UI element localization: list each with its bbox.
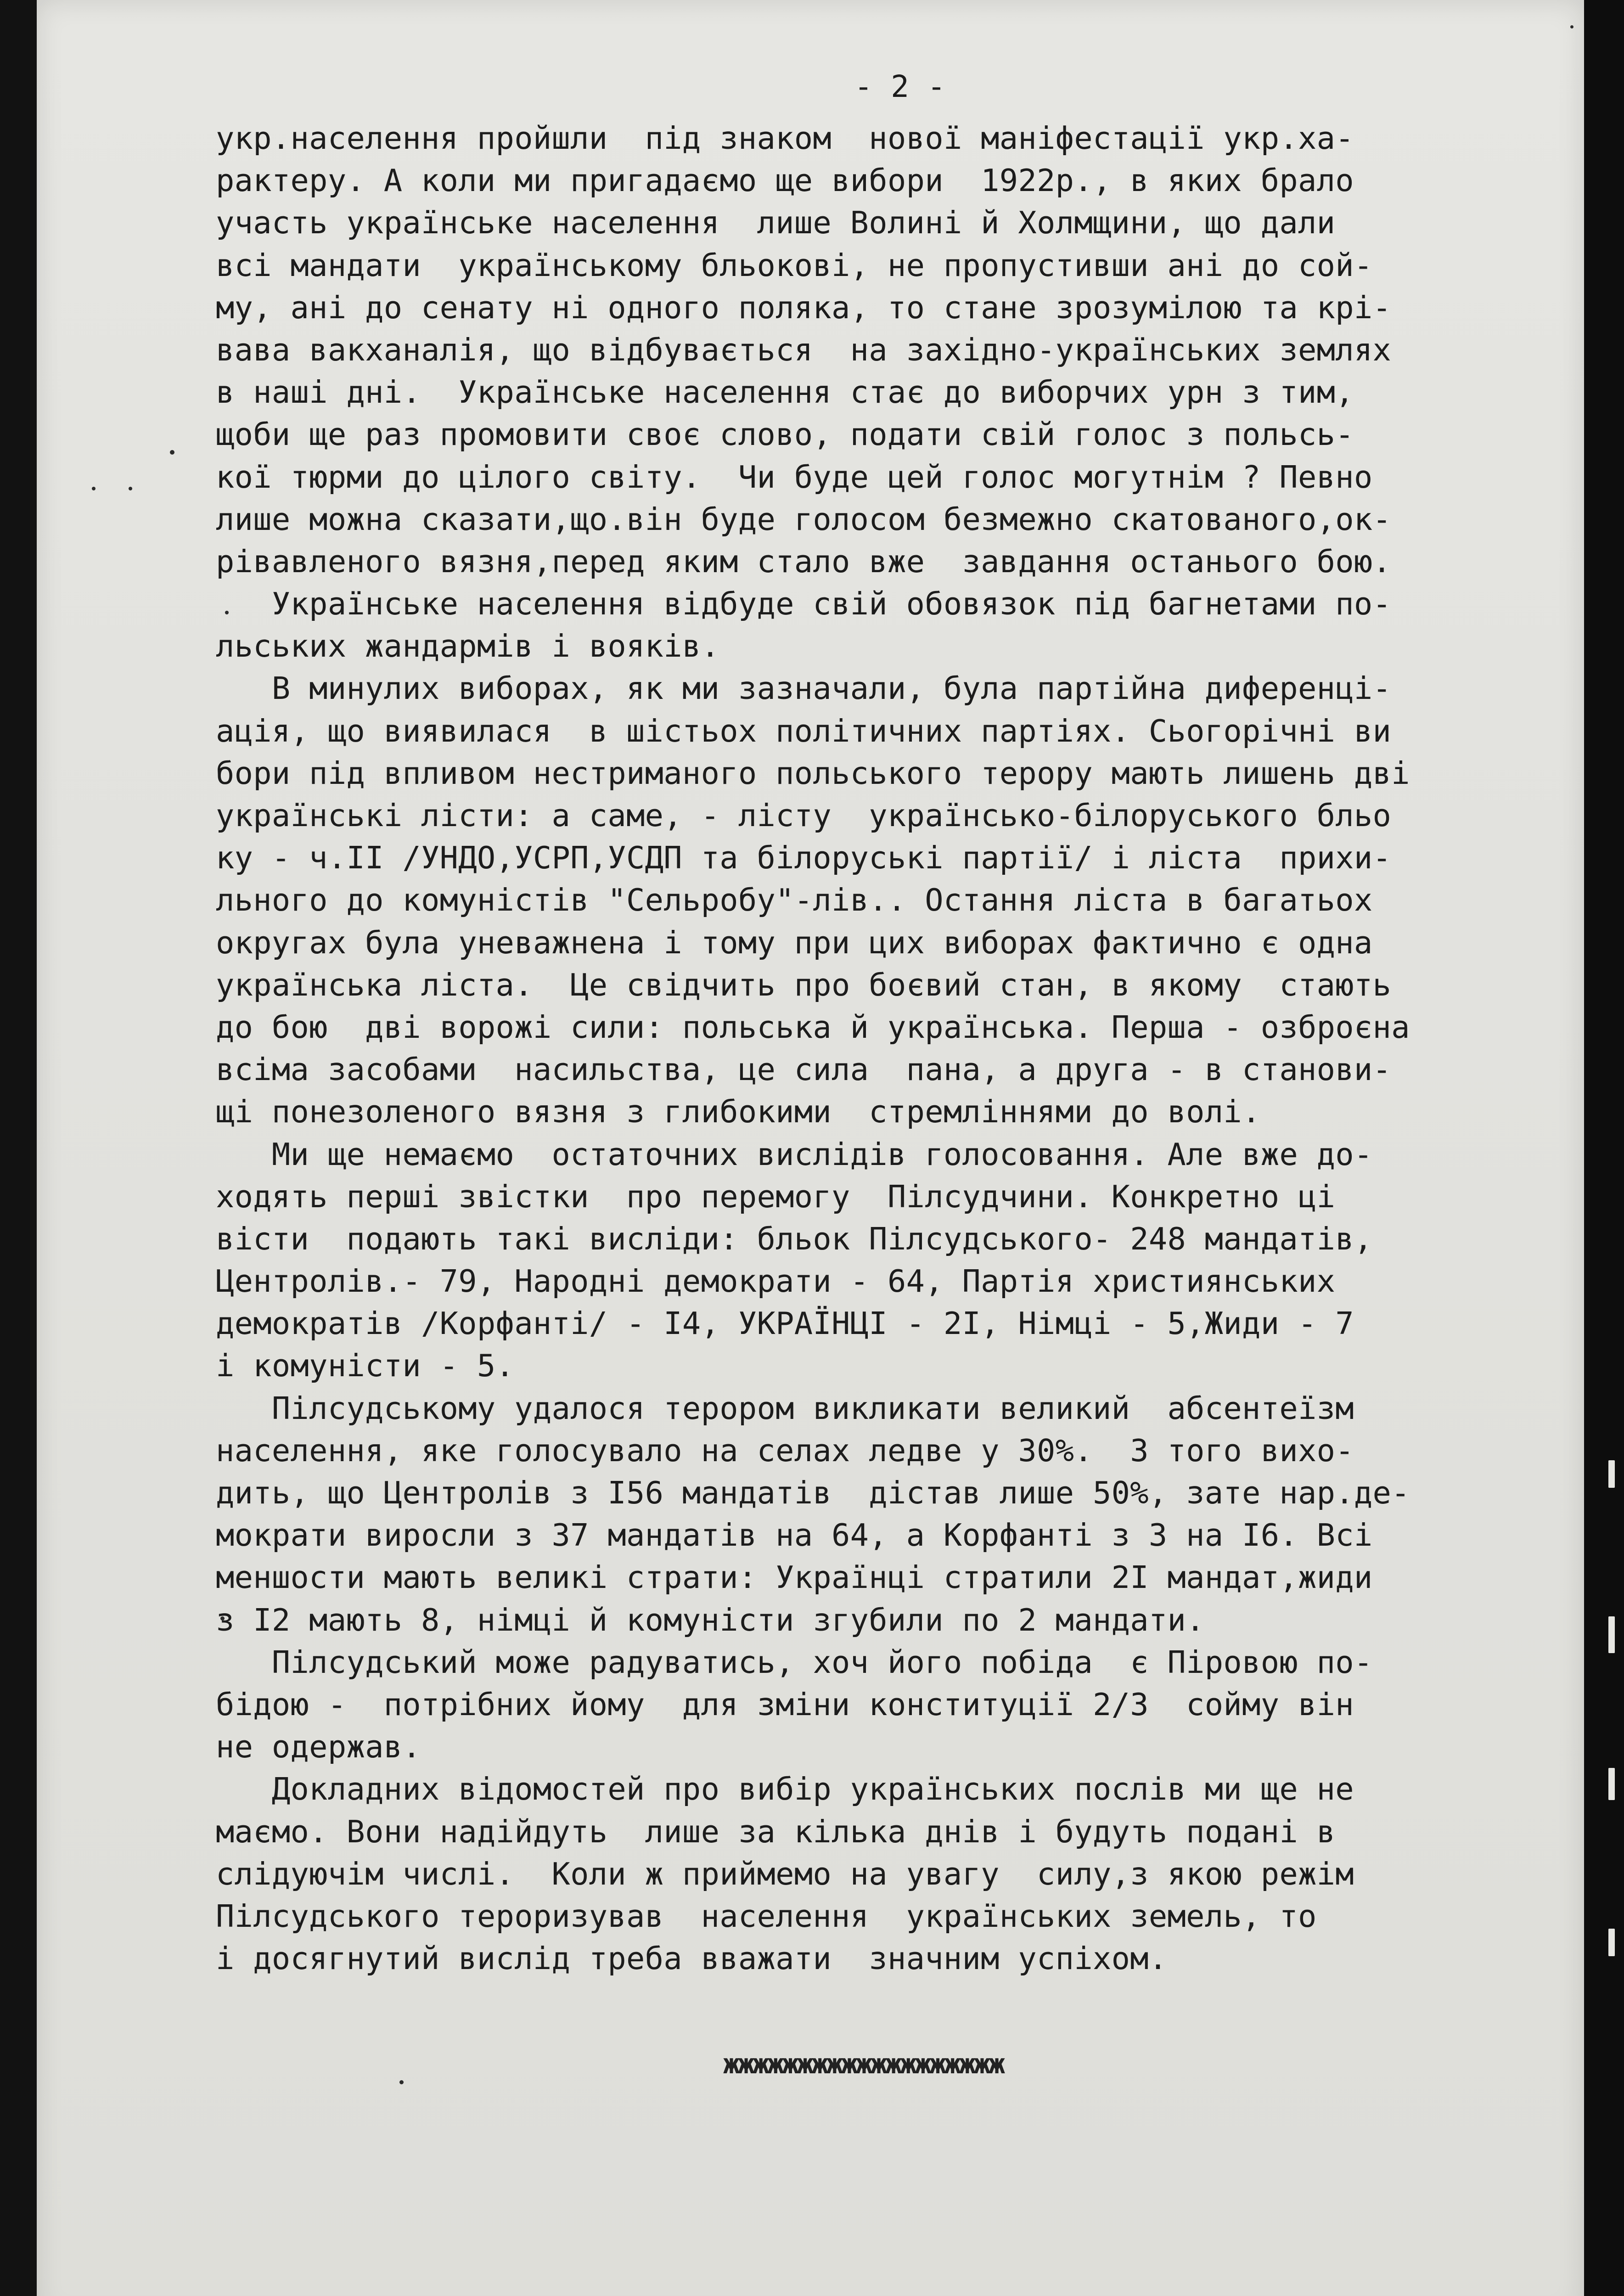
ink-speck xyxy=(170,450,174,455)
text-line: укр.населення пройшли під знаком нової маніфестації укр.ха- xyxy=(216,120,1354,156)
text-line: ація, що виявилася в шістьох політичних партіях. Сьогорічні ви xyxy=(216,713,1392,749)
text-line: до бою дві ворожі сили: польська й українська. Перша - озброєна xyxy=(216,1009,1410,1045)
text-line: рактеру. А коли ми пригадаємо ще вибори 1922р., в яких брало xyxy=(216,163,1354,199)
typed-text-body xyxy=(216,117,1579,1980)
text-line: льного до комуністів "Сельробу"-лів.. Остання ліста в багатьох xyxy=(216,882,1373,918)
text-line: му, ані до сенату ні одного поляка, то стане зрозумілою та крі- xyxy=(216,289,1392,326)
text-line: лише можна сказати,що.він буде голосом безмежно скатованого,ок- xyxy=(216,501,1392,537)
text-line: не одержав. xyxy=(216,1729,421,1765)
text-line: слідуючім числі. Коли ж приймемо на увагу силу,з якою режім xyxy=(216,1856,1354,1892)
text-line: бори під впливом нестриманого польського терору мають лишень дві xyxy=(216,755,1410,791)
text-line: Пілсудський може радуватись, хоч його побіда є Піровою по- xyxy=(216,1644,1373,1680)
text-line: щі понезоленого вязня з глибокими стремліннями до волі. xyxy=(216,1094,1261,1130)
edge-mark xyxy=(1608,1768,1615,1800)
text-line: льських жандармів і вояків. xyxy=(216,628,720,664)
text-line: і досягнутий вислід треба вважати значним успіхом. xyxy=(216,1941,1168,1977)
text-line: Ми ще немаємо остаточних вислідів голосовання. Але вже до- xyxy=(216,1136,1373,1172)
text-line: населення, яке голосувало на селах ледве у 30%. З того вихо- xyxy=(216,1432,1354,1469)
text-line: кої тюрми до цілого світу. Чи буде цей голос могутнім ? Певно xyxy=(216,459,1373,495)
ink-speck xyxy=(399,2080,404,2084)
text-line: меншости мають великі страти: Українці стратили 2I мандат,жиди xyxy=(216,1559,1373,1596)
text-line: всі мандати українському бльокові, не пропустивши ані до сой- xyxy=(216,247,1373,283)
text-line: рівавленого вязня,перед яким стало вже завдання останього бою. xyxy=(216,543,1392,580)
text-line: Докладних відомостей про вибір українських послів ми ще не xyxy=(216,1771,1354,1807)
text-line: щоби ще раз промовити своє слово, подати свій голос з польсь- xyxy=(216,416,1354,453)
text-line: і комуністи - 5. xyxy=(216,1348,515,1384)
text-line: В минулих виборах, як ми зазначали, була партійна диференці- xyxy=(216,670,1392,707)
text-line: Пілсудського тероризував населення українських земель, то xyxy=(216,1898,1317,1934)
text-line: вісти подають такі висліди: бльок Пілсудського- 248 мандатів, xyxy=(216,1221,1373,1257)
end-separator: жжжжжжжжжжжжжжжжжжж xyxy=(723,2048,1004,2080)
ink-speck xyxy=(92,487,96,490)
ink-speck xyxy=(129,487,132,490)
page-number: - 2 - xyxy=(854,69,946,104)
ink-speck xyxy=(1570,25,1573,28)
text-line: Українське населення відбуде свій обовязок під багнетами по- xyxy=(216,586,1392,622)
text-line: з I2 мають 8, німці й комуністи згубили по 2 мандати. xyxy=(216,1602,1205,1638)
edge-mark xyxy=(1608,1929,1615,1956)
text-line: українські лісти: а саме, - лісту українсько-білоруського бльо xyxy=(216,798,1392,833)
text-line: Пілсудському удалося терором викликати великий абсентеїзм xyxy=(216,1390,1354,1426)
text-line: в наші дні. Українське населення стає до виборчих урн з тим, xyxy=(216,374,1354,411)
edge-mark xyxy=(1608,1460,1615,1488)
text-line: участь українське населення лише Волині й Холмщини, що дали xyxy=(216,205,1336,241)
scan-edge xyxy=(1584,0,1624,2296)
text-line: дить, що Центролів з I56 мандатів дістав лише 50%, зате нар.де- xyxy=(216,1475,1410,1511)
text-line: ку - ч.II /УНДО,УСРП,УСДП та білоруські партії/ і ліста прихи- xyxy=(216,840,1392,876)
text-line: маємо. Вони надійдуть лише за кілька днів і будуть подані в xyxy=(216,1813,1336,1850)
text-line: бідою - потрібних йому для зміни конституції 2/3 сойму він xyxy=(216,1686,1354,1722)
text-line: мократи виросли з 37 мандатів на 64, а Корфанті з 3 на I6. Всі xyxy=(216,1517,1373,1553)
text-line: демократів /Корфанті/ - I4, УКРАЇНЦІ - 2I, Німці - 5,Жиди - 7 xyxy=(216,1306,1354,1342)
text-line: округах була уневажнена і тому при цих виборах фактично є одна xyxy=(216,924,1373,961)
text-line: вава вакханалія, що відбувається на західно-українських землях xyxy=(216,332,1392,368)
edge-mark xyxy=(1608,1616,1615,1653)
text-line: Центролів.- 79, Народні демократи - 64, Партія християнських xyxy=(216,1263,1336,1300)
text-line: українська ліста. Це свідчить про боєвий стан, в якому стають xyxy=(216,967,1392,1003)
text-line: ходять перші звістки про перемогу Пілсудчини. Конкретно ці xyxy=(216,1178,1336,1215)
text-line: всіма засобами насильства, це сила пана, а друга - в станови- xyxy=(216,1052,1392,1088)
